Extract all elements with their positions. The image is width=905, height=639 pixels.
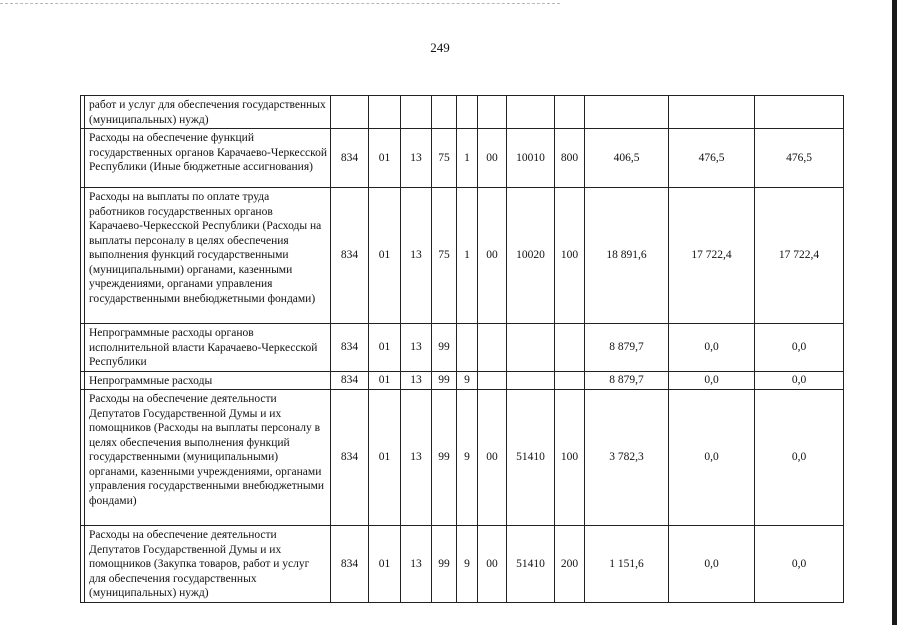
amount-year-3: 0,0	[755, 390, 844, 526]
amount-year-1: 8 879,7	[585, 371, 669, 390]
code-activity: 00	[478, 188, 507, 324]
table-row	[81, 129, 844, 188]
code-direction	[507, 371, 555, 390]
code-expense-type: 200	[555, 526, 585, 603]
expense-name: Расходы на обеспечение деятельности Депутатов Государственной Думы и их помощников (Закупка товаров, работ и услуг для обеспечения государственных (муниципальных) нужд)	[85, 526, 331, 603]
expense-name: Расходы на обеспечение деятельности Депутатов Государственной Думы и их помощников (Расходы на выплаты персоналу в целях обеспечения выполнения функций государственными (муниципальными) органами, казенными учреждениями, органами управления государственными внебюджетными фондами)	[85, 390, 331, 526]
code-expense-type	[555, 371, 585, 390]
amount-year-2: 17 722,4	[669, 188, 755, 324]
expense-name: Непрограммные расходы	[85, 371, 331, 390]
code-subsection: 13	[401, 526, 432, 603]
code-direction: 10010	[507, 129, 555, 188]
code-program: 75	[432, 129, 457, 188]
code-direction: 51410	[507, 526, 555, 603]
code-section	[369, 96, 401, 129]
code-subsection: 13	[401, 390, 432, 526]
amount-year-2	[669, 96, 755, 129]
code-activity: 00	[478, 390, 507, 526]
table-row	[81, 324, 844, 372]
code-ministry: 834	[331, 188, 369, 324]
amount-year-1: 1 151,6	[585, 526, 669, 603]
table-row	[81, 188, 844, 324]
code-subsection: 13	[401, 129, 432, 188]
code-ministry: 834	[331, 371, 369, 390]
code-program	[432, 96, 457, 129]
code-ministry: 834	[331, 129, 369, 188]
code-program: 99	[432, 371, 457, 390]
table-row	[81, 371, 844, 390]
code-section: 01	[369, 390, 401, 526]
amount-year-2: 476,5	[669, 129, 755, 188]
code-subprogram: 9	[457, 526, 478, 603]
amount-year-1: 8 879,7	[585, 324, 669, 372]
code-activity: 00	[478, 526, 507, 603]
code-program: 99	[432, 390, 457, 526]
code-section: 01	[369, 188, 401, 324]
code-ministry: 834	[331, 324, 369, 372]
code-expense-type: 100	[555, 390, 585, 526]
code-subsection: 13	[401, 324, 432, 372]
code-subprogram: 9	[457, 371, 478, 390]
amount-year-1: 406,5	[585, 129, 669, 188]
code-subsection: 13	[401, 188, 432, 324]
code-activity	[478, 96, 507, 129]
code-direction: 10020	[507, 188, 555, 324]
code-subprogram	[457, 96, 478, 129]
amount-year-3	[755, 96, 844, 129]
amount-year-2: 0,0	[669, 526, 755, 603]
scan-right-edge-shadow	[892, 0, 897, 625]
code-expense-type: 800	[555, 129, 585, 188]
expense-name: Расходы на обеспечение функций государственных органов Карачаево-Черкесской Республики (Иные бюджетные ассигнования)	[85, 129, 331, 188]
code-ministry: 834	[331, 526, 369, 603]
code-subsection	[401, 96, 432, 129]
code-program: 99	[432, 324, 457, 372]
amount-year-3: 0,0	[755, 526, 844, 603]
expense-name: Расходы на выплаты по оплате труда работников государственных органов Карачаево-Черкесской Республики (Расходы на выплаты персоналу в целях обеспечения выполнения функций государственными (муниципальными) органами, казенными учреждениями, органами управления государственными внебюджетными фондами)	[85, 188, 331, 324]
code-section: 01	[369, 324, 401, 372]
code-section: 01	[369, 371, 401, 390]
code-subprogram: 1	[457, 188, 478, 324]
amount-year-1: 18 891,6	[585, 188, 669, 324]
code-direction	[507, 96, 555, 129]
code-activity	[478, 371, 507, 390]
code-program: 99	[432, 526, 457, 603]
code-section: 01	[369, 129, 401, 188]
code-ministry: 834	[331, 390, 369, 526]
amount-year-1	[585, 96, 669, 129]
amount-year-3: 476,5	[755, 129, 844, 188]
code-direction: 51410	[507, 390, 555, 526]
page-number: 249	[430, 40, 450, 55]
code-ministry	[331, 96, 369, 129]
amount-year-3: 0,0	[755, 371, 844, 390]
amount-year-2: 0,0	[669, 371, 755, 390]
amount-year-2: 0,0	[669, 324, 755, 372]
code-subprogram	[457, 324, 478, 372]
amount-year-3: 0,0	[755, 324, 844, 372]
expense-name: Непрограммные расходы органов исполнительной власти Карачаево-Черкесской Республики	[85, 324, 331, 372]
code-activity	[478, 324, 507, 372]
code-direction	[507, 324, 555, 372]
amount-year-1: 3 782,3	[585, 390, 669, 526]
amount-year-3: 17 722,4	[755, 188, 844, 324]
table-row	[81, 96, 844, 129]
budget-table	[80, 95, 844, 603]
code-section: 01	[369, 526, 401, 603]
code-subprogram: 9	[457, 390, 478, 526]
code-subprogram: 1	[457, 129, 478, 188]
amount-year-2: 0,0	[669, 390, 755, 526]
scan-top-dashed-line	[0, 3, 560, 4]
code-subsection: 13	[401, 371, 432, 390]
code-activity: 00	[478, 129, 507, 188]
table-row	[81, 390, 844, 526]
code-expense-type: 100	[555, 188, 585, 324]
code-expense-type	[555, 96, 585, 129]
expense-name: работ и услуг для обеспечения государственных (муниципальных) нужд)	[85, 96, 331, 129]
code-expense-type	[555, 324, 585, 372]
code-program: 75	[432, 188, 457, 324]
table-row	[81, 526, 844, 603]
